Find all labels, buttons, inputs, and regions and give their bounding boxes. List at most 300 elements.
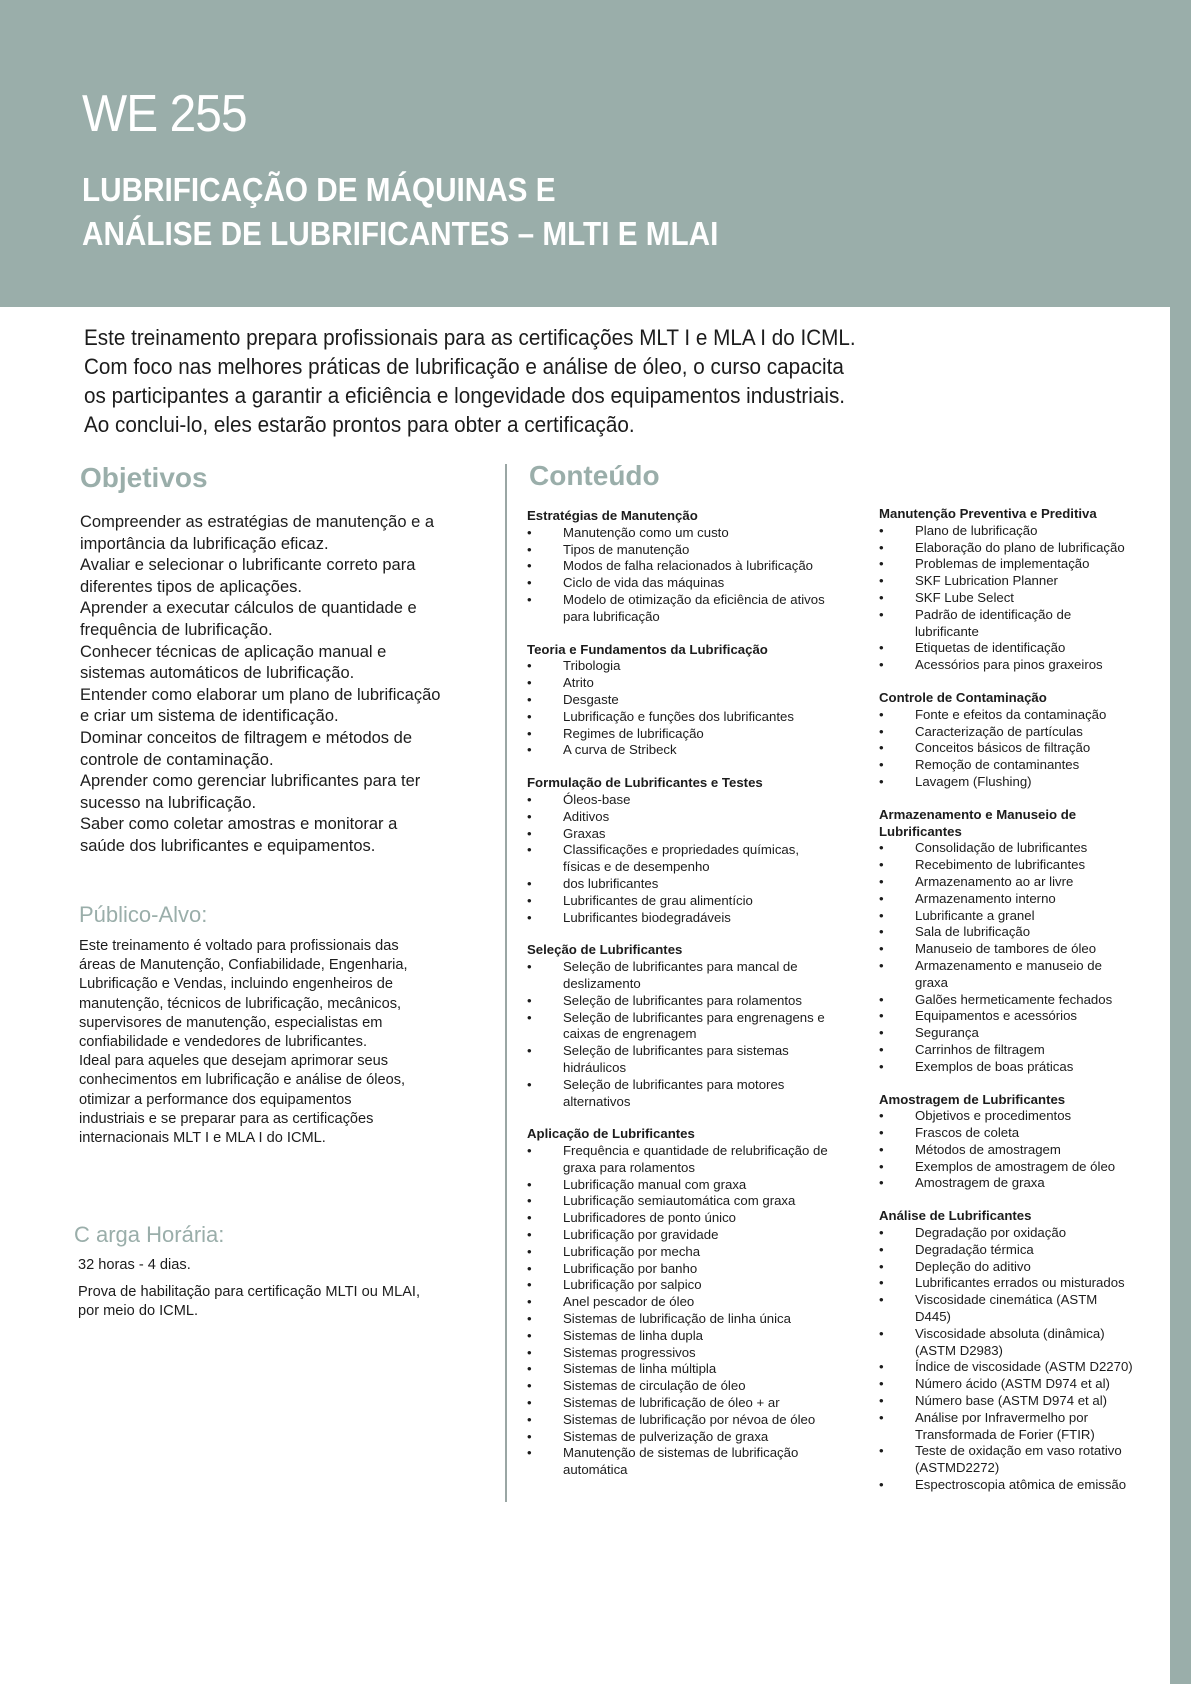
course-code: WE 255 (82, 85, 247, 143)
bullet-icon: • (879, 991, 884, 1007)
list-item-text (915, 958, 1169, 992)
objetivo-line: e criar um sistema de identificação. (80, 707, 339, 726)
list-item (527, 575, 857, 592)
content-group (879, 1208, 1169, 1494)
content-group (527, 942, 857, 1110)
list-item-line: Remoção de contaminantes (915, 757, 1080, 773)
list-item (879, 1225, 1169, 1242)
group-title-line: Armazenamento e Manuseio de (879, 806, 1077, 822)
list-item-text (915, 941, 1169, 958)
list-item (879, 941, 1169, 958)
list-item-line: Número ácido (ASTM D974 et al) (915, 1376, 1110, 1392)
objetivo-line: sucesso na lubrificação. (80, 793, 257, 812)
list-item-line: Manutenção de sistemas de lubrificação (563, 1445, 799, 1461)
list-item (527, 742, 857, 759)
publico-alvo-line: internacionais MLT I e MLA I do ICML. (79, 1130, 326, 1147)
list-item-line: Exemplos de amostragem de óleo (915, 1158, 1116, 1174)
list-item (527, 1261, 857, 1278)
list-item-text (915, 1142, 1169, 1159)
group-title-line: Controle de Contaminação (879, 689, 1047, 705)
intro-paragraph (84, 323, 1024, 439)
list-item-text (915, 1275, 1169, 1292)
list-item (879, 1125, 1169, 1142)
list-item-text (915, 1326, 1169, 1360)
content-group-title (879, 506, 1169, 523)
list-item-line: Lubrificantes errados ou misturados (915, 1275, 1125, 1291)
list-item-text (915, 1025, 1169, 1042)
bullet-icon: • (879, 941, 884, 957)
list-item (527, 910, 857, 927)
bullet-icon: • (527, 959, 532, 975)
list-item-text (563, 1143, 857, 1177)
list-item (879, 1025, 1169, 1042)
bullet-icon: • (879, 1141, 884, 1157)
bullet-icon: • (527, 1260, 532, 1276)
list-item-line: para lubrificação (563, 608, 660, 624)
list-item-line: hidráulicos (563, 1059, 627, 1075)
list-item-text (563, 1328, 857, 1345)
list-item-text (563, 675, 857, 692)
list-item (879, 840, 1169, 857)
list-item-line: Espectroscopia atômica de emissão (915, 1477, 1127, 1493)
list-item-text (915, 757, 1169, 774)
list-item (879, 924, 1169, 941)
bullet-icon: • (527, 1227, 532, 1243)
objetivo-line: importância da lubrificação eficaz. (80, 534, 329, 553)
list-item-line: lubrificante (915, 623, 979, 639)
list-item-text (915, 1259, 1169, 1276)
bullet-icon: • (527, 1009, 532, 1025)
bullet-icon: • (879, 1008, 884, 1024)
intro-line: Este treinamento prepara profissionais para as certificações MLT I e MLA I do ICML. (84, 325, 856, 350)
list-item-line: Seleção de lubrificantes para motores (563, 1076, 785, 1092)
bullet-icon: • (527, 524, 532, 540)
list-item-line: Sistemas de circulação de óleo (563, 1378, 746, 1394)
publico-alvo-line: Lubrificação e Vendas, incluindo engenheiros de (79, 976, 393, 993)
list-item (527, 1227, 857, 1244)
bullet-icon: • (527, 725, 532, 741)
bullet-icon: • (879, 522, 884, 538)
header-banner (0, 0, 1191, 307)
bullet-icon: • (879, 1359, 884, 1375)
bullet-icon: • (879, 957, 884, 973)
list-item-line: Índice de viscosidade (ASTM D2270) (915, 1359, 1133, 1375)
list-item-text (915, 1410, 1169, 1444)
list-item-line: caixas de engrenagem (563, 1026, 697, 1042)
list-item-text (563, 1277, 857, 1294)
bullet-icon: • (527, 1445, 532, 1461)
list-item-text (915, 1175, 1169, 1192)
list-item-line: Lubrificantes de grau alimentício (563, 892, 753, 908)
objetivo-line: frequência de lubrificação. (80, 620, 273, 639)
content-group-title (879, 1208, 1169, 1225)
content-group (527, 508, 857, 626)
list-item (879, 1359, 1169, 1376)
list-item-text (563, 1227, 857, 1244)
list-item-text (915, 924, 1169, 941)
list-item-line: Sistemas de linha dupla (563, 1327, 704, 1343)
course-title (82, 168, 718, 256)
list-item-line: Lavagem (Flushing) (915, 773, 1032, 789)
list-item (879, 640, 1169, 657)
intro-line: os participantes a garantir a eficiência e longevidade dos equipamentos industriais. (84, 383, 846, 408)
list-item (879, 992, 1169, 1009)
list-item-text (563, 1345, 857, 1362)
bullet-icon: • (527, 1311, 532, 1327)
group-title-line: Aplicação de Lubrificantes (527, 1126, 695, 1142)
content-group-title (879, 1092, 1169, 1109)
list-item-line: Graxas (563, 825, 606, 841)
list-item-line: Viscosidade cinemática (ASTM (915, 1292, 1098, 1308)
list-item (879, 774, 1169, 791)
bullet-icon: • (527, 791, 532, 807)
bullet-icon: • (527, 875, 532, 891)
list-item-line: Sistemas de lubrificação de linha única (563, 1311, 791, 1327)
list-item-text (915, 1125, 1169, 1142)
list-item-line: Lubrificação manual com graxa (563, 1176, 747, 1192)
list-item-text (563, 726, 857, 743)
list-item-text (915, 1292, 1169, 1326)
list-item-text (915, 740, 1169, 757)
objetivo-line: Aprender como gerenciar lubrificantes para ter (80, 772, 421, 791)
publico-alvo-line: manutenção, técnicos de lubrificação, mecânicos, (79, 995, 402, 1012)
list-item (527, 1143, 857, 1177)
list-item-line: graxa para rolamentos (563, 1159, 695, 1175)
list-item-line: Acessórios para pinos graxeiros (915, 657, 1103, 673)
list-item-text (915, 573, 1169, 590)
list-item-line: Lubrificação por banho (563, 1260, 698, 1276)
list-item-text (915, 1108, 1169, 1125)
list-item-text (563, 542, 857, 559)
course-title-line: LUBRIFICAÇÃO DE MÁQUINAS E (82, 171, 556, 208)
bullet-icon: • (879, 757, 884, 773)
list-item-text (915, 857, 1169, 874)
list-item-line: Armazenamento ao ar livre (915, 873, 1074, 889)
list-item-line: Teste de oxidação em vaso rotativo (915, 1443, 1122, 1459)
bullet-icon: • (879, 740, 884, 756)
list-item-line: Desgaste (563, 691, 619, 707)
list-item-line: Elaboração do plano de lubrificação (915, 539, 1125, 555)
list-item (879, 540, 1169, 557)
content-group (879, 1092, 1169, 1193)
list-item-line: Seleção de lubrificantes para sistemas (563, 1043, 789, 1059)
bullet-icon: • (879, 1225, 884, 1241)
list-item (879, 1443, 1169, 1477)
bullet-icon: • (527, 992, 532, 1008)
list-item-text (563, 692, 857, 709)
objetivo-line: Avaliar e selecionar o lubrificante correto para (80, 556, 416, 575)
content-group (527, 1126, 857, 1479)
list-item-line: Manuseio de tambores de óleo (915, 941, 1097, 957)
list-item-line: Lubrificação por salpico (563, 1277, 702, 1293)
list-item-line: Exemplos de boas práticas (915, 1058, 1074, 1074)
bullet-icon: • (527, 1294, 532, 1310)
list-item-text (915, 556, 1169, 573)
list-item-line: Regimes de lubrificação (563, 725, 704, 741)
list-item (879, 1275, 1169, 1292)
list-item (879, 1326, 1169, 1360)
list-item (527, 993, 857, 1010)
objetivo-line: controle de contaminação. (80, 750, 274, 769)
bullet-icon: • (879, 706, 884, 722)
objetivo-line: Saber como coletar amostras e monitorar a (80, 815, 398, 834)
list-item-text (915, 540, 1169, 557)
list-item-line: Armazenamento interno (915, 890, 1056, 906)
bullet-icon: • (527, 708, 532, 724)
content-group-title (527, 942, 857, 959)
bullet-icon: • (879, 1443, 884, 1459)
list-item (879, 573, 1169, 590)
list-item (527, 893, 857, 910)
list-item-line: Lubrificante a granel (915, 907, 1035, 923)
list-item (879, 1242, 1169, 1259)
list-item (879, 523, 1169, 540)
list-item (879, 1059, 1169, 1076)
list-item-line: Classificações e propriedades químicas, (563, 842, 800, 858)
list-item-text (563, 959, 857, 993)
list-item-text (915, 891, 1169, 908)
objetivo-line: saúde dos lubrificantes e equipamentos. (80, 836, 376, 855)
bullet-icon: • (879, 873, 884, 889)
list-item-line: Frequência e quantidade de relubrificação de (563, 1143, 828, 1159)
list-item-text (915, 1042, 1169, 1059)
bullet-icon: • (879, 1158, 884, 1174)
list-item-text (915, 657, 1169, 674)
list-item-line: Manutenção como um custo (563, 524, 729, 540)
list-item (527, 876, 857, 893)
list-item-text (563, 1193, 857, 1210)
objetivo-line: Conhecer técnicas de aplicação manual e (80, 642, 387, 661)
bullet-icon: • (879, 1325, 884, 1341)
conteudo-column-left (527, 508, 857, 1495)
list-item-text (915, 908, 1169, 925)
list-item-line: Sistemas de pulverização de graxa (563, 1428, 769, 1444)
objetivo-line: diferentes tipos de aplicações. (80, 577, 302, 596)
list-item-text (915, 1159, 1169, 1176)
list-item-line: Frascos de coleta (915, 1125, 1020, 1141)
list-item (879, 1393, 1169, 1410)
list-item (879, 874, 1169, 891)
list-item (527, 692, 857, 709)
bullet-icon: • (527, 541, 532, 557)
list-item (879, 1175, 1169, 1192)
list-item-line: Atrito (563, 675, 594, 691)
list-item-line: Óleos-base (563, 791, 631, 807)
list-item-line: Tipos de manutenção (563, 541, 690, 557)
side-accent-strip (1170, 307, 1191, 1684)
list-item-line: físicas e de desempenho (563, 859, 710, 875)
list-item-text (563, 742, 857, 759)
bullet-icon: • (527, 1176, 532, 1192)
list-item (527, 1277, 857, 1294)
publico-alvo-heading: Público-Alvo: (79, 902, 208, 927)
list-item-line: Viscosidade absoluta (dinâmica) (915, 1325, 1105, 1341)
list-item (527, 1445, 857, 1479)
list-item (527, 1311, 857, 1328)
bullet-icon: • (879, 857, 884, 873)
publico-alvo-line: Este treinamento é voltado para profissionais das (79, 938, 399, 954)
list-item (879, 740, 1169, 757)
content-group-title (527, 1126, 857, 1143)
list-item-line: Número base (ASTM D974 et al) (915, 1393, 1108, 1409)
list-item (527, 1429, 857, 1446)
content-group (527, 642, 857, 760)
bullet-icon: • (527, 1043, 532, 1059)
list-item-text (563, 809, 857, 826)
publico-alvo-line: supervisores de manutenção, especialistas em (79, 1014, 383, 1031)
list-item-line: Aditivos (563, 808, 610, 824)
list-item-line: Armazenamento e manuseio de (915, 957, 1102, 973)
bullet-icon: • (527, 1428, 532, 1444)
bullet-icon: • (879, 1041, 884, 1057)
bullet-icon: • (527, 558, 532, 574)
list-item-text (563, 525, 857, 542)
list-item-line: dos lubrificantes (563, 875, 659, 891)
list-item-line: Lubrificação e funções dos lubrificantes (563, 708, 794, 724)
course-title-line: ANÁLISE DE LUBRIFICANTES – MLTI E MLAI (82, 215, 719, 252)
list-item-line: Lubrificação semiautomática com graxa (563, 1193, 796, 1209)
list-item (879, 1108, 1169, 1125)
content-group-title (527, 508, 857, 525)
bullet-icon: • (879, 1125, 884, 1141)
bullet-icon: • (879, 657, 884, 673)
list-item-text (563, 1311, 857, 1328)
carga-horaria-duration: 32 horas - 4 dias. (78, 1257, 191, 1273)
list-item-line: Métodos de amostragem (915, 1141, 1061, 1157)
group-title-line: Estratégias de Manutenção (527, 508, 698, 523)
bullet-icon: • (879, 1393, 884, 1409)
list-item-line: Conceitos básicos de filtração (915, 740, 1091, 756)
bullet-icon: • (879, 1409, 884, 1425)
list-item-line: Lubrificantes biodegradáveis (563, 909, 731, 925)
bullet-icon: • (527, 892, 532, 908)
bullet-icon: • (527, 1193, 532, 1209)
list-item-line: Sistemas de lubrificação de óleo + ar (563, 1395, 780, 1411)
list-item (527, 658, 857, 675)
list-item (527, 842, 857, 876)
objetivo-line: Dominar conceitos de filtragem e métodos de (80, 728, 412, 747)
list-item-text (563, 558, 857, 575)
list-item-text (563, 993, 857, 1010)
list-item-line: Caracterização de partículas (915, 723, 1083, 739)
list-item (527, 542, 857, 559)
list-item-line: Degradação por oxidação (915, 1225, 1067, 1241)
objetivo-line: Entender como elaborar um plano de lubrificação (80, 685, 441, 704)
list-item (879, 958, 1169, 992)
list-item-text (915, 1443, 1169, 1477)
objetivo-line: sistemas automáticos de lubrificação. (80, 664, 355, 683)
content-group-title (879, 807, 1169, 841)
list-item (527, 1328, 857, 1345)
list-item-text (563, 842, 857, 876)
bullet-icon: • (527, 825, 532, 841)
bullet-icon: • (879, 1058, 884, 1074)
list-item-line: Recebimento de lubrificantes (915, 857, 1086, 873)
list-item-line: Objetivos e procedimentos (915, 1108, 1072, 1124)
publico-alvo-text (79, 937, 408, 1148)
list-item (527, 1345, 857, 1362)
list-item-line: Tribologia (563, 658, 621, 674)
group-title-line: Teoria e Fundamentos da Lubrificação (527, 641, 768, 657)
bullet-icon: • (879, 556, 884, 572)
list-item-text (915, 1376, 1169, 1393)
list-item-line: Transformada de Forier (FTIR) (915, 1426, 1095, 1442)
bullet-icon: • (879, 1175, 884, 1191)
list-item (879, 1376, 1169, 1393)
list-item (879, 590, 1169, 607)
intro-line: Com foco nas melhores práticas de lubrificação e análise de óleo, o curso capacita (84, 354, 844, 379)
list-item-line: Segurança (915, 1025, 979, 1041)
bullet-icon: • (527, 1327, 532, 1343)
publico-alvo-line: industriais e se preparar para as certificações (79, 1110, 374, 1127)
group-title-line: Manutenção Preventiva e Preditiva (879, 506, 1097, 521)
list-item-line: Equipamentos e acessórios (915, 1008, 1078, 1024)
list-item-line: Modelo de otimização da eficiência de ativos (563, 591, 825, 607)
list-item-line: Análise por Infravermelho por (915, 1409, 1088, 1425)
list-item-line: automática (563, 1462, 628, 1478)
objetivo-line: Compreender as estratégias de manutenção e a (80, 513, 435, 531)
list-item-text (563, 1361, 857, 1378)
bullet-icon: • (879, 1376, 884, 1392)
list-item (527, 709, 857, 726)
list-item (879, 857, 1169, 874)
list-item-text (915, 523, 1169, 540)
list-item-text (563, 1077, 857, 1111)
bullet-icon: • (879, 773, 884, 789)
list-item-line: Fonte e efeitos da contaminação (915, 706, 1107, 722)
list-item-line: Galões hermeticamente fechados (915, 991, 1113, 1007)
bullet-icon: • (527, 1411, 532, 1427)
list-item-line: Anel pescador de óleo (563, 1294, 695, 1310)
list-item-text (563, 658, 857, 675)
list-item (879, 1142, 1169, 1159)
list-item-line: Problemas de implementação (915, 556, 1090, 572)
list-item-line: D445) (915, 1309, 951, 1325)
list-item (527, 1193, 857, 1210)
bullet-icon: • (879, 589, 884, 605)
list-item-text (563, 1378, 857, 1395)
list-item (527, 525, 857, 542)
group-title-line: Seleção de Lubrificantes (527, 942, 683, 958)
exam-line: Prova de habilitação para certificação MLTI ou MLAI, (78, 1284, 421, 1300)
content-group (879, 807, 1169, 1076)
list-item-text (563, 1429, 857, 1446)
list-item-line: Depleção do aditivo (915, 1258, 1031, 1274)
list-item (527, 1412, 857, 1429)
list-item (527, 1077, 857, 1111)
bullet-icon: • (527, 808, 532, 824)
content-group-title (527, 642, 857, 659)
list-item-line: (ASTMD2272) (915, 1460, 1000, 1476)
list-item (879, 556, 1169, 573)
list-item-line: Lubrificação por mecha (563, 1243, 701, 1259)
bullet-icon: • (527, 742, 532, 758)
bullet-icon: • (879, 640, 884, 656)
list-item (527, 1378, 857, 1395)
list-item-text (563, 1010, 857, 1044)
bullet-icon: • (879, 1477, 884, 1493)
list-item-line: deslizamento (563, 975, 641, 991)
list-item-line: SKF Lube Select (915, 589, 1014, 605)
list-item (879, 657, 1169, 674)
list-item (527, 1361, 857, 1378)
list-item (879, 908, 1169, 925)
bullet-icon: • (879, 1108, 884, 1124)
bullet-icon: • (527, 909, 532, 925)
list-item (879, 1292, 1169, 1326)
list-item-text (915, 1225, 1169, 1242)
list-item (527, 1010, 857, 1044)
